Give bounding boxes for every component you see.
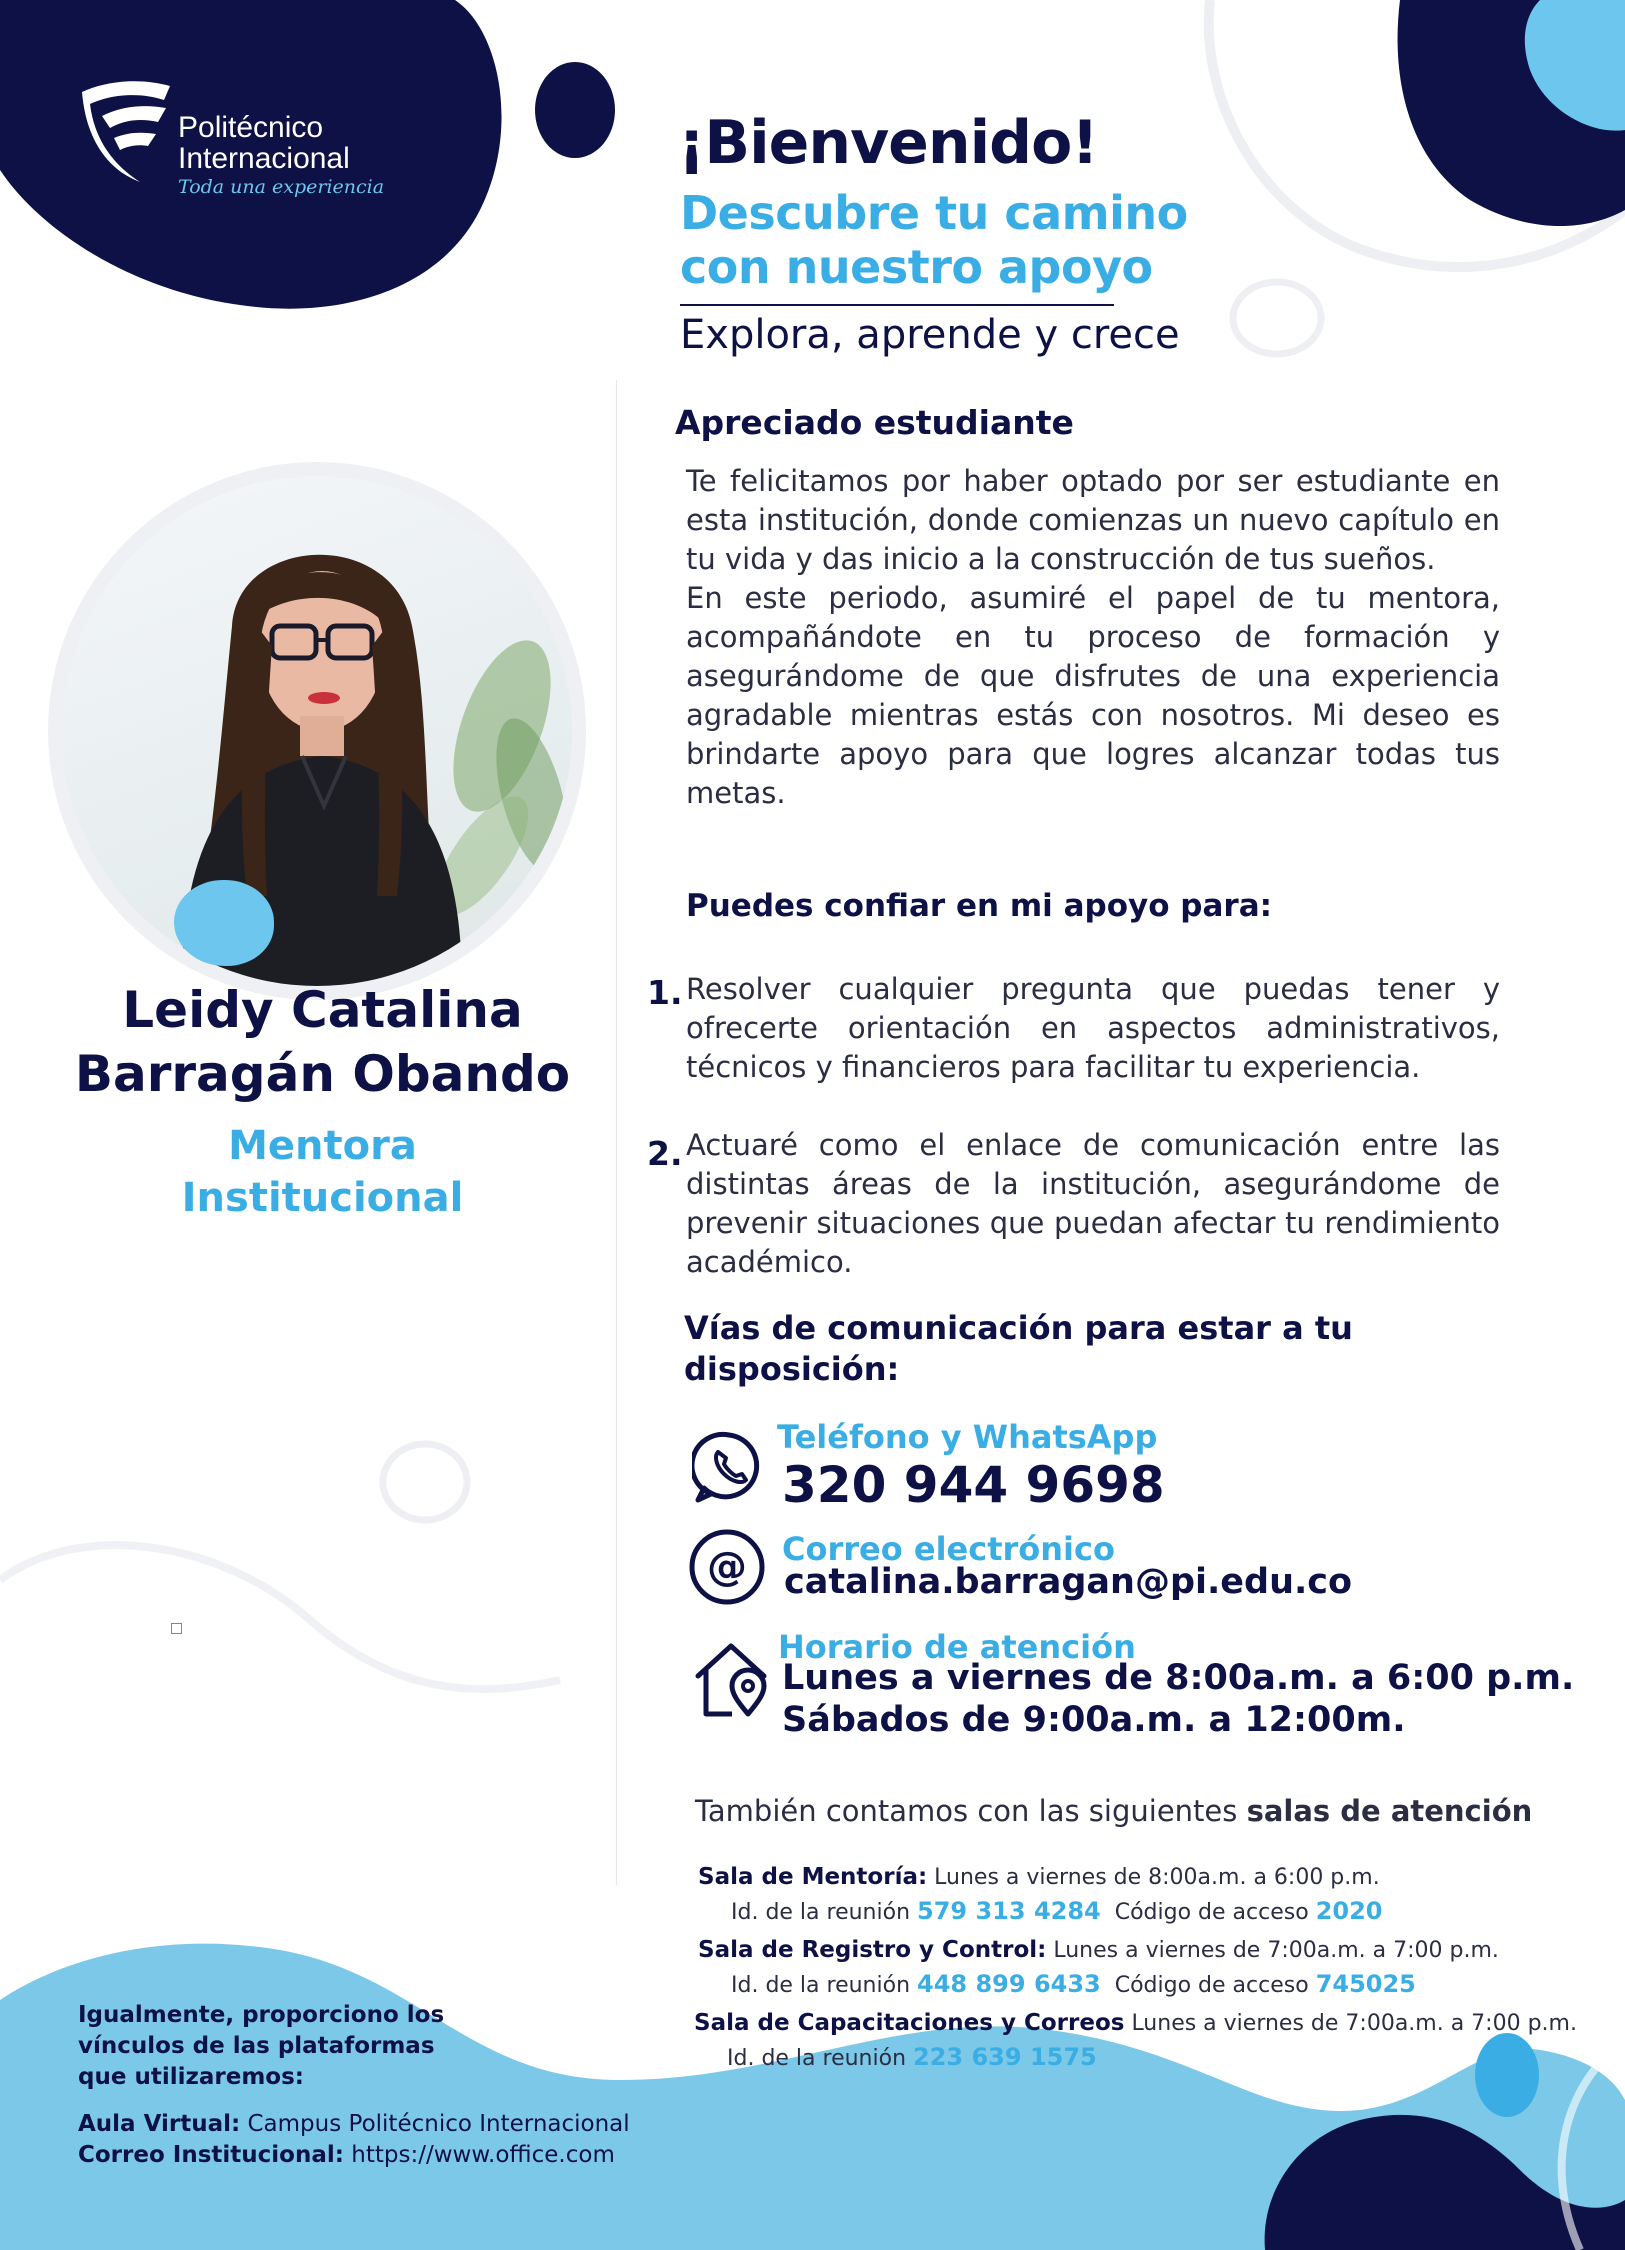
rooms-intro	[695, 1794, 1532, 1828]
room-1-header	[698, 1864, 1380, 1890]
list-number-2: 2.	[647, 1134, 683, 1173]
greeting-heading: Apreciado estudiante	[675, 403, 1074, 442]
list-number-1: 1.	[647, 973, 683, 1012]
room-3-name: Sala de Capacitaciones y Correos	[694, 2010, 1125, 2036]
platform-2-value[interactable]: https://www.office.com	[343, 2142, 615, 2168]
faint-curve-left	[0, 1545, 560, 1689]
footer-heading-line-3: que utilizaremos:	[78, 2064, 304, 2090]
room-2-code-label: Código de acceso	[1114, 1973, 1309, 1998]
at-sign-icon	[688, 1528, 766, 1606]
platform-2-label: Correo Institucional:	[78, 2142, 344, 2168]
room-2-code-value[interactable]: 745025	[1315, 1970, 1416, 1998]
room-1-schedule: Lunes a viernes de 8:00a.m. a 6:00 p.m.	[934, 1865, 1380, 1890]
home-location-icon	[692, 1640, 770, 1720]
intro-paragraph-2: En este periodo, asumiré el papel de tu mentora, acompañándote en tu proceso de formación y asegurándome de que disfrutes de una experiencia agradable mientras estás con nosotros. Mi deseo es brindarte apoyo para que logres alcanzar todas tus metas.	[686, 581, 1500, 810]
room-3-id-label: Id. de la reunión	[727, 2046, 907, 2071]
footer-heading-line-2: vínculos de las plataformas	[78, 2033, 435, 2059]
subtitle-line-2: con nuestro apoyo	[680, 240, 1153, 294]
subtitle-underline	[680, 304, 1114, 306]
phone-number[interactable]: 320 944 9698	[782, 1456, 1165, 1514]
small-square-icon	[171, 1623, 182, 1634]
logo-line-2: Internacional	[178, 142, 350, 175]
whatsapp-icon	[692, 1430, 766, 1504]
contact-heading	[684, 1308, 1384, 1390]
platform-aula-virtual[interactable]	[78, 2109, 638, 2140]
page-title: ¡Bienvenido!	[678, 108, 1098, 178]
small-ring	[1233, 282, 1321, 354]
mentor-name	[40, 978, 605, 1106]
svg-text:@: @	[707, 1544, 747, 1590]
platform-1-value[interactable]: Campus Politécnico Internacional	[240, 2111, 630, 2137]
mentor-name-line-2: Barragán Obando	[74, 1045, 571, 1103]
rooms-intro-text: También contamos con las siguientes	[695, 1794, 1247, 1828]
platform-1-label: Aula Virtual:	[78, 2111, 241, 2137]
bottom-sky-dot	[1475, 2033, 1539, 2117]
mentor-role-line-1: Mentora	[228, 1123, 417, 1169]
footer-heading-line-1: Igualmente, proporciono los	[78, 2002, 445, 2028]
mentor-role	[40, 1120, 605, 1224]
rooms-intro-bold: salas de atención	[1246, 1794, 1533, 1828]
room-2-header	[698, 1937, 1499, 1963]
intro-paragraph-1: Te felicitamos por haber optado por ser estudiante en esta institución, donde comienzas un nuevo capítulo en tu vida y das inicio a la construcción de tus sueños.	[686, 464, 1500, 576]
support-item-1: Resolver cualquier pregunta que puedas tener y ofrecerte orientación en aspectos administrativos, técnicos y financieros para facilitar tu experiencia.	[686, 972, 1500, 1084]
hours-saturday: Sábados de 9:00a.m. a 12:00m.	[782, 1700, 1406, 1740]
column-divider	[616, 380, 617, 1885]
room-1-id-label: Id. de la reunión	[731, 1900, 911, 1925]
faint-ring-left	[383, 1444, 467, 1520]
brand-logo	[78, 76, 398, 206]
hours-weekdays: Lunes a viernes de 8:00a.m. a 6:00 p.m.	[782, 1658, 1575, 1698]
mentor-photo	[62, 476, 572, 986]
room-1-code-label: Código de acceso	[1114, 1900, 1309, 1925]
logo-emblem-icon	[78, 78, 172, 188]
support-heading: Puedes confiar en mi apoyo para:	[686, 888, 1273, 924]
room-2-name: Sala de Registro y Control:	[698, 1937, 1047, 1963]
email-address[interactable]: catalina.barragan@pi.edu.co	[784, 1562, 1353, 1602]
room-1-id-value[interactable]: 579 313 4284	[917, 1897, 1101, 1925]
support-item-2: Actuaré como el enlace de comunicación entre las distintas áreas de la institución, asegurándome de prevenir situaciones que puedan afectar tu rendimiento académico.	[686, 1128, 1500, 1279]
room-2-id-label: Id. de la reunión	[731, 1973, 911, 1998]
logo-line-1: Politécnico	[178, 111, 324, 144]
hours-label: Horario de atención	[778, 1628, 1136, 1666]
room-2-details	[731, 1970, 1416, 1998]
intro-text	[686, 462, 1500, 813]
platform-correo[interactable]	[78, 2140, 638, 2171]
small-navy-dot	[535, 62, 615, 158]
phone-label: Teléfono y WhatsApp	[777, 1418, 1158, 1456]
email-label: Correo electrónico	[782, 1530, 1115, 1568]
contact-heading-line-2: disposición:	[684, 1350, 900, 1388]
header-tagline: Explora, aprende y crece	[680, 312, 1180, 358]
room-3-header	[694, 2010, 1577, 2036]
room-2-schedule: Lunes a viernes de 7:00a.m. a 7:00 p.m.	[1053, 1938, 1499, 1963]
subtitle-line-1: Descubre tu camino	[680, 186, 1188, 240]
room-1-code-value[interactable]: 2020	[1315, 1897, 1383, 1925]
mentor-portrait-illustration	[62, 476, 572, 986]
photo-accent-dot	[174, 880, 274, 966]
logo-tagline: Toda una experiencia	[178, 176, 385, 198]
room-3-details	[727, 2043, 1097, 2071]
platforms-footer	[78, 2000, 638, 2171]
room-1-details	[731, 1897, 1382, 1925]
room-3-id-value[interactable]: 223 639 1575	[913, 2043, 1097, 2071]
room-1-name: Sala de Mentoría:	[698, 1864, 928, 1890]
logo-wordmark	[178, 112, 350, 174]
room-3-schedule: Lunes a viernes de 7:00a.m. a 7:00 p.m.	[1131, 2011, 1577, 2036]
mentor-role-line-2: Institucional	[181, 1175, 464, 1221]
page-subtitle	[680, 186, 1240, 294]
mentor-name-line-1: Leidy Catalina	[122, 981, 523, 1039]
room-2-id-value[interactable]: 448 899 6433	[917, 1970, 1101, 1998]
contact-heading-line-1: Vías de comunicación para estar a tu	[684, 1309, 1353, 1347]
